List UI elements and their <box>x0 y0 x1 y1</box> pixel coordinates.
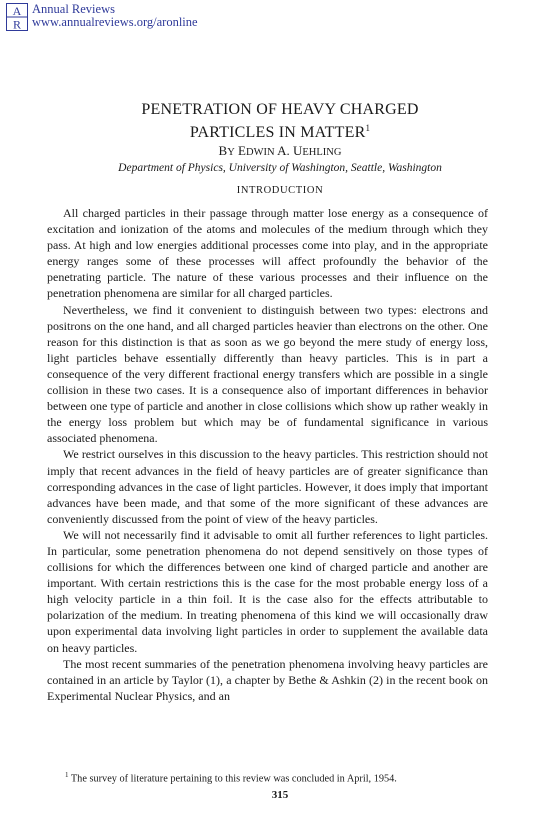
annual-reviews-logo <box>6 3 28 31</box>
footnote-text: The survey of literature pertaining to this review was concluded in April, 1954. <box>70 773 397 785</box>
publisher-url[interactable]: www.annualreviews.org/aronline <box>32 15 198 29</box>
author-affiliation: Department of Physics, University of Washington, Seattle, Washington <box>118 162 442 174</box>
publisher-header <box>6 3 198 33</box>
byline-prefix-rest: Y <box>227 147 235 158</box>
header-text <box>32 3 198 29</box>
section-heading-initial: I <box>236 185 241 196</box>
author-first-initial: E <box>238 143 246 158</box>
footnote <box>47 769 488 785</box>
author-byline <box>0 143 560 159</box>
body-text <box>47 205 488 704</box>
paragraph: We will not necessarily find it advisable to omit all further references to light particles. In particular, some penetration phenomena do not depend sensitively on those types of collisions for which the differences between one kind of charged particle and another are important. With certain restrictions this is the case for the most probable energy loss of a high velocity particle in a thin foil. It is the case also for the effects attributable to polarization of the medium. In treating phenomena of this kind we will occasionally draw upon experimental data involving light particles in order to supplement the available data on heavy particles. <box>47 527 488 655</box>
title-footnote-mark: 1 <box>365 123 371 133</box>
svg-text:A: A <box>12 4 22 18</box>
section-heading <box>0 185 560 196</box>
author-first-rest: DWIN <box>245 147 275 158</box>
title-line-1: PENETRATION OF HEAVY CHARGED <box>141 101 419 118</box>
paragraph: All charged particles in their passage through matter lose energy as a consequence of excitation and ionization of the atoms and molecules of the medium through which they pass. At high and low energies additional processes come into play, and in the appropriate energy ranges some of these processes will affect profoundly the behavior of the penetrating particle. The nature of these various processes and their influence on the penetration phenomena are similar for all charged particles. <box>47 206 488 301</box>
paragraph: We restrict ourselves in this discussion to the heavy particles. This restriction should not imply that recent advances in the field of heavy particles are of greater significance than corresponding advances in the case of light particles. However, it does imply that important advances have been made, and that some of the more significant of these advances are conveniently discussed from the point of view of the heavy particles. <box>47 447 488 526</box>
author-middle: A. <box>277 143 290 158</box>
svg-text:R: R <box>12 17 22 31</box>
publisher-name: Annual Reviews <box>32 2 115 16</box>
title-line-2: PARTICLES IN MATTER <box>189 124 366 141</box>
article-title <box>0 100 560 142</box>
footnote-mark: 1 <box>65 771 69 779</box>
paragraph: The most recent summaries of the penetration phenomena involving heavy particles are contained in an article by Taylor (1), a chapter by Bethe & Ashkin (2) in the recent book on Experimental Nuclear Physics, and an <box>47 656 488 703</box>
author-last-initial: U <box>293 143 303 158</box>
author-last-rest: EHLING <box>302 147 342 158</box>
page-number: 315 <box>271 789 289 801</box>
byline-prefix-initial: B <box>218 143 228 158</box>
section-heading-rest: NTRODUCTION <box>240 185 324 196</box>
paragraph: Nevertheless, we find it convenient to distinguish between two types: electrons and positrons on the one hand, and all charged particles heavier than electrons on the other. One reason for this distinction is that as soon as we go beyond the mere study of energy loss, light particles behave essentially differently than heavy particles. This is in part a consequence of the very different fractional energy transfers which are possible in a single collision in these two cases. It is a consequence also of important differences in behavior between one type of particle and another in close collisions which show up rather weakly in the energy loss problem but which may be of fundamental significance in various associated phenomena. <box>47 302 488 446</box>
